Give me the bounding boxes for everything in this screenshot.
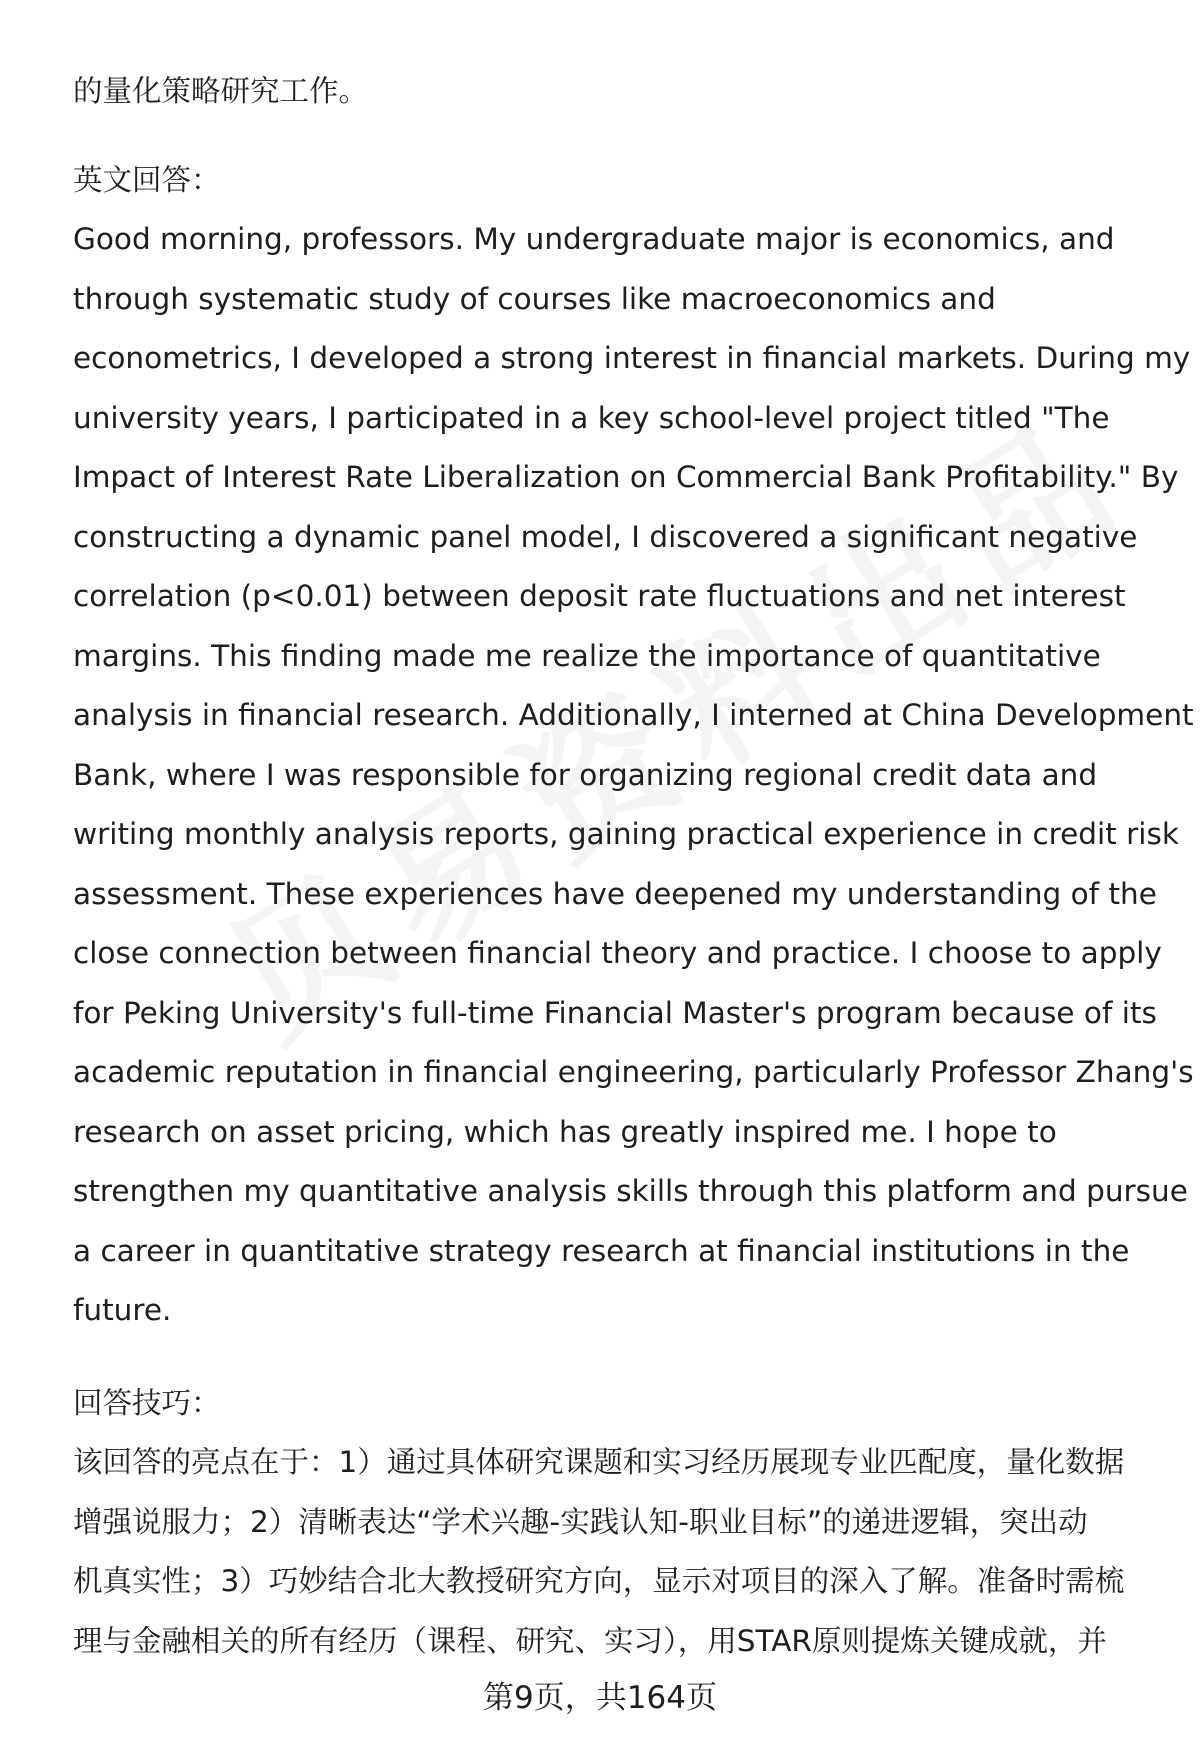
- page-number-footer: 第9页，共164页: [483, 1680, 717, 1716]
- english-answer-line: through systematic study of courses like macroeconomics and: [73, 281, 996, 316]
- english-answer-line: for Peking University's full-time Financial Master's program because of its: [73, 995, 1157, 1030]
- english-answer-line: strengthen my quantitative analysis skills through this platform and pursue: [73, 1174, 1188, 1208]
- english-answer-line: margins. This finding made me realize the importance of quantitative: [73, 638, 1101, 673]
- english-answer-line: a career in quantitative strategy research at financial institutions in the: [73, 1233, 1130, 1268]
- document-body: [73, 62, 1194, 1671]
- english-answer-line: correlation (p<0.01) between deposit rate fluctuations and net interest: [73, 579, 1126, 613]
- english-answer-line: university years, I participated in a key school-level project titled "The: [73, 400, 1110, 435]
- tips-line: 增强说服力；2）清晰表达“学术兴趣-实践认知-职业目标”的递进逻辑，突出动: [73, 1504, 1088, 1539]
- english-answer-paragraph: [73, 210, 1194, 1341]
- tips-line: 理与金融相关的所有经历（课程、研究、实习），用STAR原则提炼关键成就，并: [73, 1623, 1107, 1658]
- english-answer-line: constructing a dynamic panel model, I discovered a significant negative: [73, 519, 1138, 554]
- tips-line: 机真实性；3）巧妙结合北大教授研究方向，显示对项目的深入了解。准备时需梳: [73, 1564, 1125, 1598]
- paragraph-spacer: [73, 122, 1143, 151]
- intro-line: 的量化策略研究工作。: [73, 74, 369, 108]
- english-answer-line: analysis in financial research. Additionally, I interned at China Development: [73, 698, 1194, 732]
- tips-heading: 回答技巧：: [73, 1385, 221, 1420]
- english-answer-line: econometrics, I developed a strong interest in financial markets. During my: [73, 341, 1191, 375]
- english-answer-line: assessment. These experiences have deepened my understanding of the: [73, 876, 1157, 911]
- english-answer-line: research on asset pricing, which has greatly inspired me. I hope to: [73, 1114, 1057, 1149]
- english-answer-line: close connection between financial theory and practice. I choose to apply: [73, 936, 1162, 970]
- english-answer-line: Good morning, professors. My undergraduate major is economics, and: [73, 222, 1115, 256]
- english-answer-line: writing monthly analysis reports, gaining practical experience in credit risk: [73, 817, 1179, 851]
- english-answer-line: future.: [73, 1293, 172, 1327]
- english-answer-heading: 英文回答：: [73, 162, 221, 197]
- paragraph-spacer: [73, 1341, 1143, 1374]
- tips-line: 该回答的亮点在于：1）通过具体研究课题和实习经历展现专业匹配度，量化数据: [73, 1445, 1125, 1479]
- tips-paragraph: [73, 1433, 1143, 1671]
- english-answer-line: Bank, where I was responsible for organizing regional credit data and: [73, 757, 1098, 792]
- english-answer-line: academic reputation in financial engineering, particularly Professor Zhang's: [73, 1055, 1194, 1089]
- english-answer-line: Impact of Interest Rate Liberalization on Commercial Bank Profitability." By: [73, 460, 1179, 494]
